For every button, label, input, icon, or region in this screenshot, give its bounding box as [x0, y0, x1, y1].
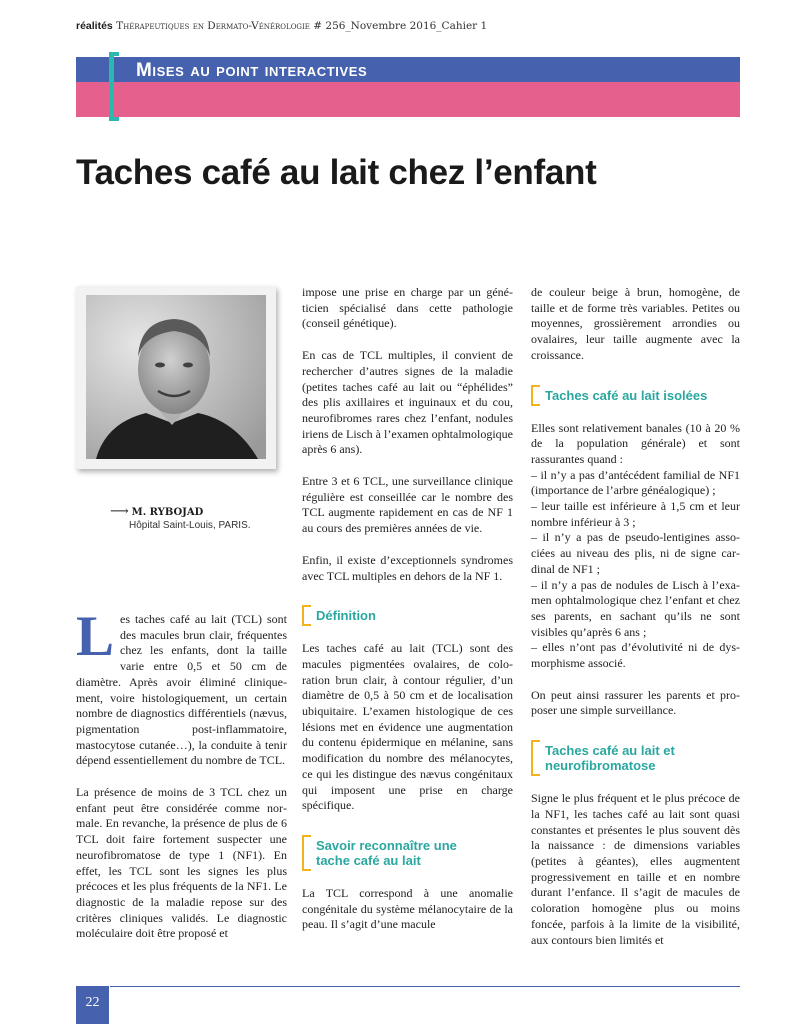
paragraph-tcl-multiples: En cas de TCL multiples, il convient de rechercher d’autres signes de la maladie (petites taches café au lait ou “éphélides” des plis axillaires et inguinaux et du cou, neurofibromes rares chez l’enfant, nodules iriens de Lisch à l’examen ophtalmologique après 6 ans). [302, 348, 513, 457]
heading-neurofibromatose: Taches café au lait et neurofibromatose [531, 743, 705, 773]
isolees-item: – leur taille est inférieure à 1,5 cm et leur nombre inférieur à 3 ; [531, 499, 740, 529]
page-number: 22 [76, 986, 109, 1024]
author-portrait-image [86, 295, 266, 459]
paragraph-couleur: de couleur beige à brun, homogène, de taille et de forme très variables. Petites ou moyennes, grossièrement arrondies ou ovalaires, leur taille augmente avec la croissance. [531, 285, 740, 362]
drop-cap: L [76, 605, 115, 668]
isolees-item: – il n’y a pas d’antécédent familial de NF1 (importance de l’arbre généalogique) ; [531, 467, 740, 498]
author-photo [86, 295, 266, 459]
paragraph-geneticien: impose une prise en charge par un généticien spécialisé dans cette pathologie (conseil génétique). [302, 285, 513, 331]
paragraph-less-than-3: La présence de moins de 3 TCL chez un enfant peut être considérée comme normale. En revanche, la présence de plus de 6 TCL doit faire fortement suspecter une neurofibromatose de type 1 (NF1). En effet, les TCL sont les signes les plus précoces et les plus fréquents de la NF1. Le diagnostic de la maladie repose sur des critères cliniques validés. Le diagnostic moléculaire doit être proposé et [76, 785, 287, 941]
column-2 [302, 285, 513, 933]
running-head [76, 20, 487, 32]
isolees-intro: Elles sont relativement banales (10 à 20 % de la population générale) et sont rassurantes quand : [531, 420, 740, 466]
author-name: M. RYBOJAD [131, 507, 204, 518]
article-title: Taches café au lait chez l’enfant [76, 153, 597, 192]
paragraph-rassurer: On peut ainsi rassurer les parents et proposer une simple surveillance. [531, 687, 740, 718]
paragraph-definition: Les taches café au lait (TCL) sont des macules pigmentées ovalaires, de coloration brun clair, à contour régulier, d’un diamètre de 0,5 à 50 cm et de localisation ubiquitaire. L’examen histologique de ces lésions met en évidence une augmentation du contenu épidermique en mélanine, sans modification du nombre des mélanocytes, ce qui les distingue des nævus congénitaux qui imposent une prise en charge spécifique. [302, 641, 513, 813]
paragraph-savoir-reconnaitre: La TCL correspond à une anomalie congénitale du système mélanocytaire de la peau. Il s’agit d’une macule [302, 885, 513, 932]
intro-text: es taches café au lait (TCL) sont des macules brun clair, fréquentes chez les enfants, dont la taille varie entre 0,5 et 50 cm de diamètre. Après avoir éliminé cliniquement, voire histologiquement, un certain nombre de diagnostics différentiels (nævus, pigmentation post-inflammatoire, mastocytose cutanée…), la conduite à tenir dépend essentiellement du nombre de TCL. [76, 612, 287, 768]
heading-taches-isolees: Taches café au lait isolées [531, 388, 740, 403]
heading-definition: Définition [302, 608, 513, 623]
journal-name: Thérapeutiques en Dermato-Vénérologie [116, 20, 310, 32]
column-3 [531, 285, 740, 948]
paragraph-neurofibromatose: Signe le plus fréquent et le plus précoce de la NF1, les taches café au lait sont quasi constantes et présentes le plus souvent dès la naissance : de dimensions variables (petites à géantes), elles augmentent progressivement en taille et en nombre durant l’enfance. Il s’agit de macules de coloration homogène plus ou moins foncée, parfois à la limite de la visibilité, aux contours bien limités et [531, 791, 740, 947]
section-label: Mises au point interactives [136, 60, 368, 81]
issue-info: # 256_Novembre 2016_Cahier 1 [313, 20, 488, 32]
author-block [110, 505, 251, 532]
journal-brand: réalités [76, 20, 113, 32]
heading-savoir-reconnaitre: Savoir reconnaître une tache café au lait [302, 838, 466, 868]
footer-rule [110, 986, 740, 987]
isolees-item: – il n’y a pas de pseudo-lentigines associées au niveau des plis, ni de signe cardinal de NF1 ; [531, 530, 740, 576]
author-photo-frame [76, 286, 276, 469]
paragraph-syndromes: Enfin, il existe d’exceptionnels syndromes avec TCL multiples en dehors de la NF 1. [302, 552, 513, 583]
intro-paragraph [76, 605, 287, 769]
isolees-item: – il n’y a pas de nodules de Lisch à l’examen ophtalmologique chez l’enfant et chez ses parents, en sachant qu’ils ne sont visibles qu’après 6 ans ; [531, 577, 740, 639]
paragraph-3-to-6: Entre 3 et 6 TCL, une surveillance clinique régulière est conseillée car le nombre des TCL augmente rapidement en cas de NF 1 au cours des premières années de vie. [302, 474, 513, 536]
paragraph-isolees [531, 421, 740, 672]
author-affiliation: Hôpital Saint-Louis, PARIS. [129, 520, 251, 531]
section-band-pink [76, 82, 740, 117]
arrow-right-icon: ⟶ [110, 504, 129, 519]
isolees-item: – elles n’ont pas d’évolutivité ni de dysmorphisme associé. [531, 640, 740, 671]
column-1 [76, 605, 287, 942]
section-bracket [109, 52, 114, 121]
